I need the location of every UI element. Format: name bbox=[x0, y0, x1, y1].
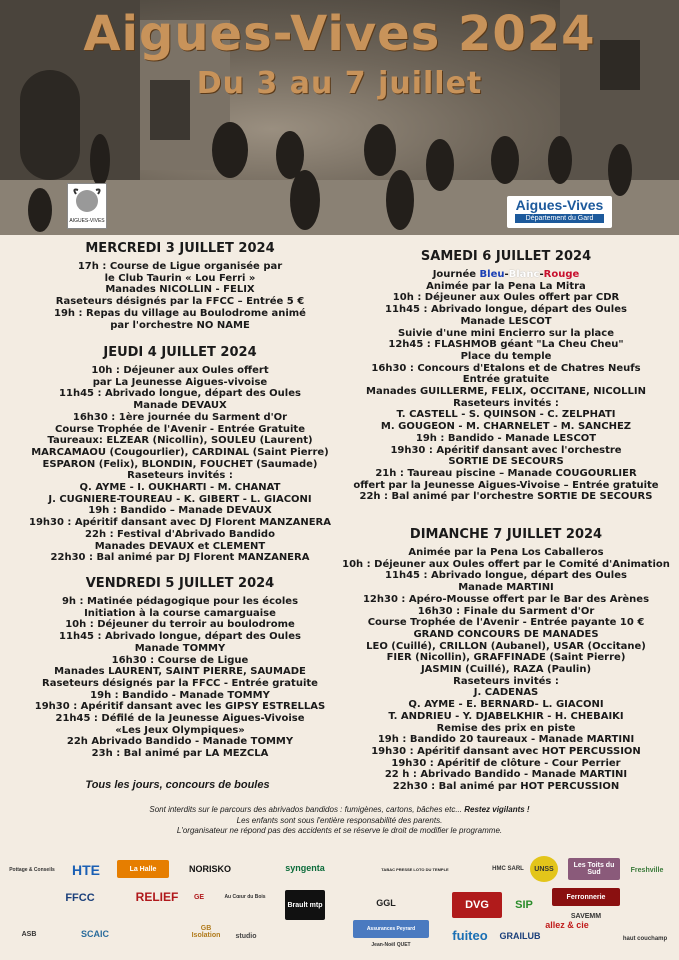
sponsor-logo: NORISKO bbox=[188, 864, 231, 874]
program-line: Raseteurs invités : bbox=[127, 470, 233, 482]
day-thursday bbox=[22, 345, 338, 564]
program-line: Q. AYME - I. OUKHARTI - M. CHANAT bbox=[79, 482, 281, 494]
program-line: Manade LESCOT bbox=[460, 315, 552, 327]
program-line: 22 h : Abrivado Bandido - Manade MARTINI bbox=[384, 769, 628, 781]
sponsor-logos bbox=[0, 852, 679, 960]
dash: - bbox=[504, 269, 509, 280]
program-line: 23h : Bal animé par LA MEZCLA bbox=[91, 748, 269, 760]
sponsor-logo: UNSS bbox=[530, 856, 558, 882]
sponsor-logo: SAVEMM bbox=[570, 912, 602, 920]
town-logo bbox=[507, 196, 612, 228]
program-line: Course Trophée de l'Avenir - Entrée Gratuite bbox=[55, 423, 305, 435]
program-line: offert par la Jeunesse Aigues-Vivoise – Entrée gratuite bbox=[353, 479, 659, 491]
notice-line-3: L'organisateur ne répond pas des accidents et se réserve le droit de modifier le programme. bbox=[176, 826, 503, 835]
program-line: ESPARON (Felix), BLONDIN, FOUCHET (Saumade) bbox=[42, 458, 318, 470]
program-line: Raseteurs désignés par la FFCC – Entrée 5 € bbox=[55, 296, 305, 308]
program-line: 16h30 : Concours d'Etalons et de Chatres Neufs bbox=[371, 362, 641, 374]
day-saturday bbox=[345, 249, 667, 503]
safety-notice bbox=[0, 805, 679, 837]
program-line: 19h30 : Apéritif dansant avec DJ Florent MANZANERA bbox=[29, 517, 331, 529]
program-line: 12h45 : FLASHMOB géant "La Cheu Cheu" bbox=[388, 339, 624, 351]
program-line: Animée par la Pena La Mitra bbox=[426, 280, 586, 292]
boules-note: Tous les jours, concours de boules bbox=[85, 779, 270, 791]
program-line: 19h : Bandido - Manade TOMMY bbox=[90, 689, 270, 701]
program-line: Q. AYME - E. BERNARD- L. GIACONI bbox=[408, 699, 604, 711]
day-title: JEUDI 4 JUILLET 2024 bbox=[103, 345, 257, 360]
program-line: Remise des prix en piste bbox=[436, 722, 576, 734]
sponsor-logo: SIP bbox=[515, 899, 533, 911]
program-line: Manades DEVAUX et CLEMENT bbox=[94, 540, 266, 552]
sponsor-logo: RELIEF bbox=[135, 890, 179, 904]
program-line: 19h30 : Apéritif dansant avec les GIPSY ESTRELLAS bbox=[34, 701, 326, 713]
tricolor-line bbox=[345, 269, 667, 281]
program-line: 22h : Festival d'Abrivado Bandido bbox=[85, 528, 275, 540]
day-friday bbox=[22, 576, 338, 760]
program-line: Manades LAURENT, SAINT PIERRE, SAUMADE bbox=[54, 666, 306, 678]
notice-line-1: Sont interdits sur le parcours des abrivados bandidos : fumigènes, cartons, bâches etc... bbox=[149, 805, 465, 814]
program-line: 9h : Matinée pédagogique pour les écoles bbox=[61, 596, 299, 607]
sponsor-logo: Brault mtp bbox=[285, 890, 325, 920]
event-title: Aigues-Vives 2024 bbox=[83, 6, 596, 62]
day-wednesday bbox=[40, 241, 320, 331]
program-line: 16h30 : 1ère journée du Sarment d'Or bbox=[72, 411, 288, 423]
program-line: Manade DEVAUX bbox=[133, 400, 227, 412]
program-line: 10h : Déjeuner aux Oules offert bbox=[91, 365, 269, 376]
program-line: par La Jeunesse Aigues-vivoise bbox=[92, 376, 268, 388]
day-title: VENDREDI 5 JUILLET 2024 bbox=[85, 576, 275, 591]
dash: - bbox=[539, 269, 544, 280]
sponsor-logo: haut couchamp bbox=[622, 936, 668, 942]
club-taurin-logo bbox=[67, 183, 107, 229]
bull-icon bbox=[68, 184, 106, 216]
program-line: M. GOUGEON - M. CHARNELET - M. SANCHEZ bbox=[380, 421, 632, 433]
program-line: 21h : Taureau piscine – Manade COUGOURLIER bbox=[375, 467, 637, 479]
sponsor-logo: GGL bbox=[376, 898, 396, 908]
town-logo-subtitle: Département du Gard bbox=[515, 214, 604, 223]
town-logo-name: Aigues-Vives bbox=[515, 197, 604, 213]
sponsor-logo: DVG bbox=[452, 892, 502, 918]
sponsor-logo: fuiteo bbox=[452, 927, 488, 943]
program-line: 11h45 : Abrivado longue, départ des Oules bbox=[59, 631, 301, 643]
sponsor-logo: Pottage & Conseils bbox=[9, 867, 55, 873]
program-line: Taureaux: ELZEAR (Nicollin), SOULEU (Laurent) bbox=[47, 435, 313, 447]
program-line: 21h45 : Défilé de la Jeunesse Aigues-Vivoise bbox=[55, 713, 305, 725]
notice-vigilant: Restez vigilants ! bbox=[464, 805, 530, 814]
sponsor-logo: La Halle bbox=[117, 860, 169, 878]
club-logo-text: AIGUES-VIVES bbox=[69, 218, 105, 224]
program-line: T. CASTELL - S. QUINSON - C. ZELPHATI bbox=[396, 409, 616, 421]
sponsor-logo: GRAILUB bbox=[499, 931, 541, 941]
program-line: 10h : Déjeuner du terroir au boulodrome bbox=[65, 619, 295, 631]
color-bleu: Bleu bbox=[479, 269, 505, 280]
program-line: 19h : Bandido 20 taureaux - Manade MARTINI bbox=[377, 734, 635, 746]
program-line: Raseteurs désignés par la FFCC - Entrée gratuite bbox=[42, 677, 318, 689]
header-photo bbox=[0, 0, 679, 235]
program-line: J. CADENAS bbox=[473, 687, 539, 699]
sponsor-logo: syngenta bbox=[285, 863, 325, 873]
sponsor-logo: allez & cie bbox=[545, 920, 589, 930]
program-line: LEO (Cuillé), CRILLON (Aubanel), USAR (Occitane) bbox=[366, 640, 646, 652]
program-line: 19h30 : Apéritif de clôture - Cour Perrier bbox=[391, 757, 621, 769]
program-line: 19h : Bandido – Manade DEVAUX bbox=[88, 505, 272, 517]
program-line: Entrée gratuite bbox=[462, 374, 550, 386]
program-line: 11h45 : Abrivado longue, départ des Oules bbox=[385, 304, 627, 316]
program-line: Manades GUILLERME, FELIX, OCCITANE, NICOLLIN bbox=[366, 386, 646, 398]
sponsor-logo: TABAC PRESSE LOTO DU TEMPLE bbox=[381, 866, 449, 872]
program-line: 12h30 : Apéro-Mousse offert par le Bar des Arènes bbox=[362, 593, 650, 605]
tricolor-prefix: Journée bbox=[432, 269, 480, 280]
program-line: FIER (Nicollin), GRAFFINADE (Saint Pierre) bbox=[386, 652, 626, 664]
program-line: J. CUGNIERE-TOUREAU - K. GIBERT - L. GIACONI bbox=[48, 493, 312, 505]
program-line: 11h45 : Abrivado longue, départ des Oules bbox=[385, 570, 627, 582]
sponsor-logo: Les Toits du Sud bbox=[568, 858, 620, 880]
program-line: SORTIE DE SECOURS bbox=[448, 456, 564, 468]
sponsor-logo: HMC SARL bbox=[492, 866, 524, 872]
program-line: 22h Abrivado Bandido - Manade TOMMY bbox=[66, 736, 294, 748]
day-sunday bbox=[340, 527, 672, 793]
program-line: 10h : Déjeuner aux Oules offert par le Comité d'Animation bbox=[342, 558, 670, 570]
day-title: DIMANCHE 7 JUILLET 2024 bbox=[409, 527, 603, 542]
sponsor-logo: Assurances Peyrard bbox=[353, 920, 429, 938]
notice-line-2: Les enfants sont sous l'entière responsabilité des parents. bbox=[236, 815, 443, 825]
program-line: 10h : Déjeuner aux Oules offert par CDR bbox=[392, 292, 620, 304]
program-line: MARCAMAOU (Cougourlier), CARDINAL (Saint Pierre) bbox=[31, 446, 329, 458]
sponsor-logo: Freshville bbox=[630, 866, 664, 874]
event-dates: Du 3 au 7 juillet bbox=[196, 66, 483, 101]
program-line: GRAND CONCOURS DE MANADES bbox=[413, 628, 599, 640]
program-line: 22h30 : Bal animé par HOT PERCUSSION bbox=[392, 781, 620, 793]
program-line: Course Trophée de l'Avenir - Entrée payante 10 € bbox=[367, 617, 645, 629]
sponsor-logo: GE bbox=[193, 893, 205, 901]
sponsor-logo: Jean-Noël QUET bbox=[371, 942, 411, 948]
color-blanc: Blanc bbox=[508, 269, 540, 280]
program-line: Manade TOMMY bbox=[134, 642, 226, 654]
program-line: par l'orchestre NO NAME bbox=[110, 319, 250, 331]
program-line: Initiation à la course camarguaise bbox=[84, 607, 276, 619]
program-line: T. ANDRIEU - Y. DJABELKHIR - H. CHEBAIKI bbox=[388, 710, 624, 722]
program-line: 22h30 : Bal animé par DJ Florent MANZANERA bbox=[50, 552, 310, 564]
program-line: 17h : Course de Ligue organisée par bbox=[77, 261, 283, 272]
program-line: JASMIN (Cuillé), RAZA (Paulin) bbox=[420, 664, 592, 676]
day-title: SAMEDI 6 JUILLET 2024 bbox=[420, 249, 592, 264]
program-line: Place du temple bbox=[460, 350, 552, 362]
program-line: 16h30 : Course de Ligue bbox=[111, 654, 249, 666]
sponsor-logo: SCAIC bbox=[80, 929, 109, 939]
sponsor-logo: Au Cœur du Bois bbox=[224, 894, 266, 900]
color-rouge: Rouge bbox=[543, 269, 580, 280]
program-line: 19h30 : Apéritif dansant avec HOT PERCUSSION bbox=[371, 745, 641, 757]
program-line: Manades NICOLLIN - FELIX bbox=[105, 284, 255, 296]
program-line: 19h30 : Apéritif dansant avec l'orchestre bbox=[390, 444, 622, 456]
sponsor-logo: Ferronnerie bbox=[552, 888, 620, 906]
program-line: 19h : Repas du village au Boulodrome animé bbox=[54, 307, 306, 319]
sponsor-logo: FFCC bbox=[65, 892, 95, 904]
program-line: le Club Taurin « Lou Ferri » bbox=[104, 272, 256, 284]
program-line: Raseteurs invités : bbox=[453, 675, 559, 687]
sponsor-logo: HTE bbox=[72, 862, 100, 878]
sponsor-logo: GB Isolation bbox=[191, 925, 221, 939]
sponsor-logo: ASB bbox=[21, 930, 37, 938]
program-line: Manade MARTINI bbox=[458, 582, 554, 594]
sponsor-logo: studio bbox=[235, 932, 257, 940]
program-line: 22h : Bal animé par l'orchestre SORTIE DE SECOURS bbox=[359, 491, 653, 503]
program-line: Suivie d'une mini Encierro sur la place bbox=[397, 327, 615, 339]
program-line: 19h : Bandido - Manade LESCOT bbox=[415, 432, 597, 444]
program-line: 16h30 : Finale du Sarment d'Or bbox=[417, 605, 595, 617]
program-line: Raseteurs invités : bbox=[453, 397, 559, 409]
program-line: «Les Jeux Olympiques» bbox=[115, 724, 245, 736]
program-line: Animée par la Pena Los Caballeros bbox=[408, 547, 604, 558]
program-line: 11h45 : Abrivado longue, départ des Oules bbox=[59, 388, 301, 400]
day-title: MERCREDI 3 JUILLET 2024 bbox=[85, 241, 275, 256]
